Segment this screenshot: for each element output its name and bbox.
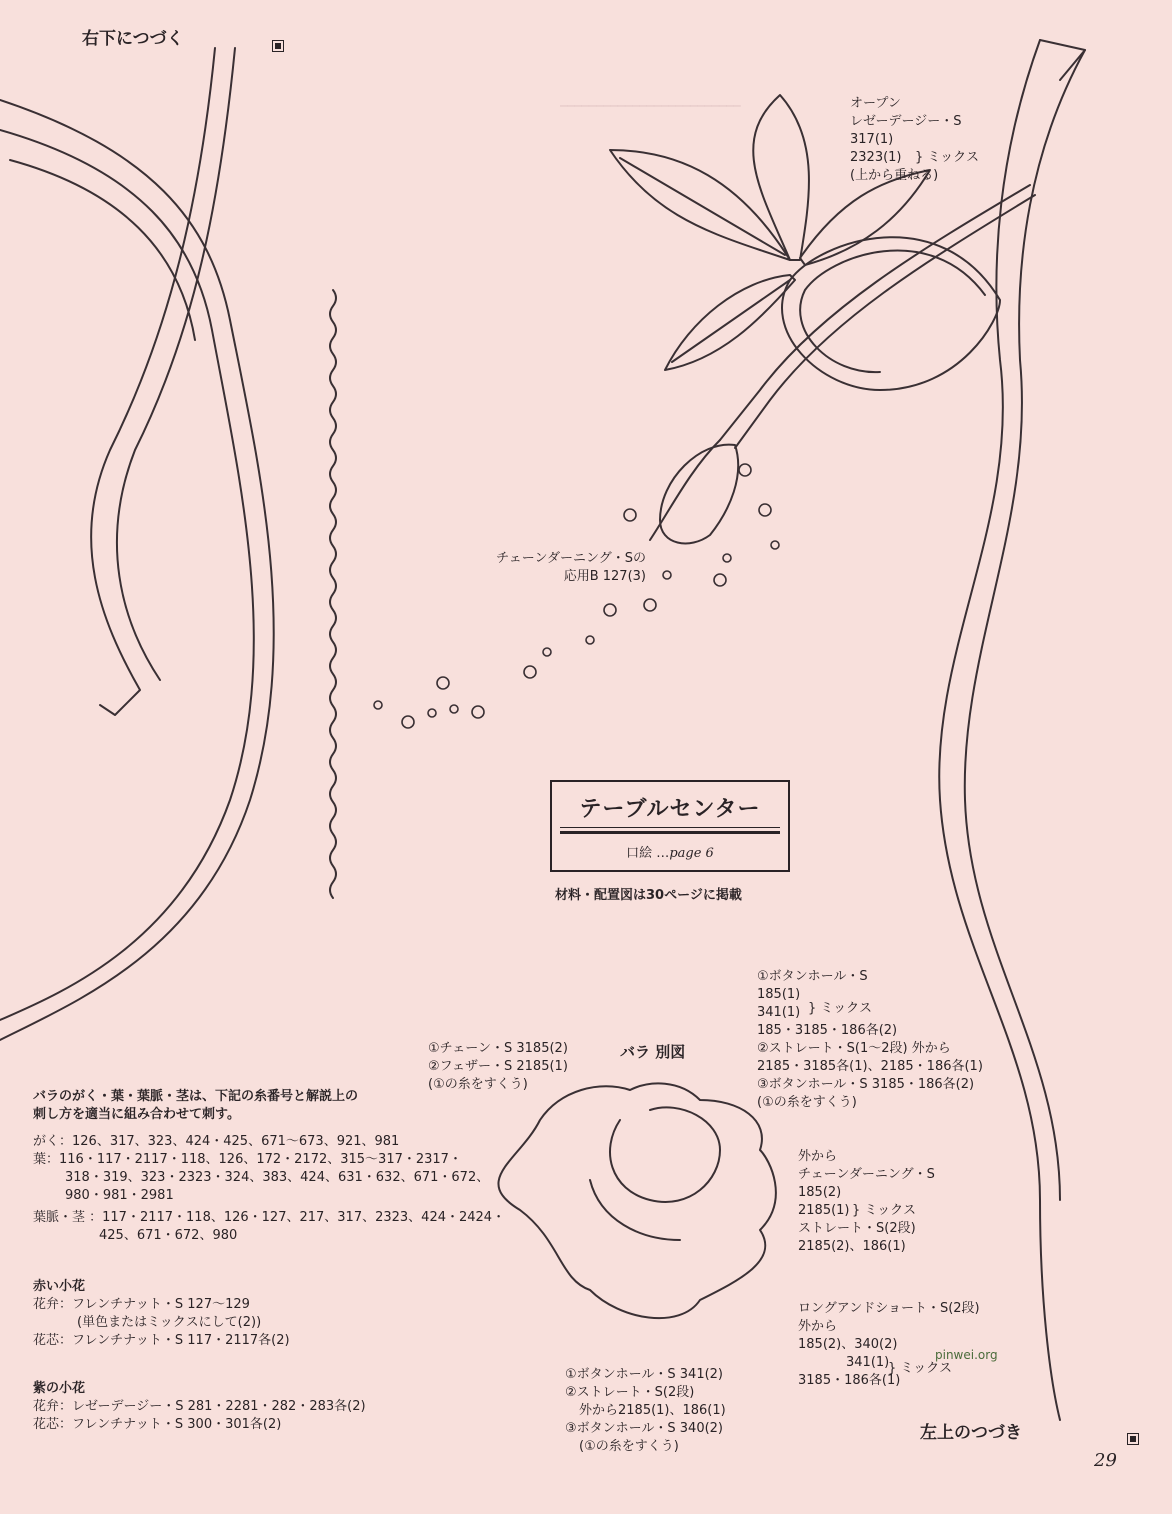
detail-rose-inner	[610, 1107, 720, 1202]
title-rule	[560, 827, 780, 834]
thread-notes-list: がく：126、317、323、424・425、671〜673、921、981 葉：116・117・2117・118、126、172・2172、315〜317・2317・ 318・319、323・2323・324、383、424、631・632、671・672、 980・981・2981 葉脈・茎 ：117・2117・118、126・127、217、317、2323、424・2424・ 425、671・672、980	[33, 1134, 506, 1243]
detail-label-right-low: ロングアンドショート・S(2段) 外から 185(2)、340(2) 341(1) 3185・186各(1)	[798, 1301, 980, 1388]
leaf-2	[753, 95, 809, 260]
continue-bottom-right-label: 右下につづく	[82, 29, 184, 49]
rose-stem-2	[735, 195, 1035, 448]
leaf-line: 葉：116・117・2117・118、126、172・2172、315〜317・2317・	[33, 1152, 462, 1167]
ribbon-loop	[782, 237, 1000, 390]
section-marker-icon	[272, 40, 284, 52]
purple-flower-notes: 紫の小花 花弁：レゼーデージー・S 281・2281・282・283各(2) 花芯：フレンチナット・S 300・301各(2)	[33, 1381, 366, 1432]
red-flower-notes: 赤い小花 花弁：フレンチナット・S 127〜129 (単色またはミックスにして(2)) 花芯：フレンチナット・S 117・2117各(2)	[33, 1279, 290, 1348]
bleed-through-text: ─────────────────────────	[560, 99, 741, 113]
detail-title: バラ 別図	[620, 1043, 686, 1061]
page-reference: 口絵 …page 6	[626, 846, 714, 861]
right-ribbon-tip	[1040, 40, 1085, 80]
title-box	[550, 780, 790, 872]
vein-line: 葉脈・茎 ：117・2117・118、126・127、217、317、2323、424・2424・	[33, 1210, 506, 1225]
mix-label: } ミックス	[808, 1001, 873, 1016]
detail-label-left-top: ①チェーン・S 3185(2) ②フェザー・S 2185(1) (①の糸をすくう)	[428, 1041, 568, 1092]
left-ribbon-sweep-3	[10, 160, 195, 340]
left-ribbon-sweep-2	[0, 130, 254, 1020]
wavy-divider	[330, 290, 336, 898]
left-ribbon-sweep	[0, 100, 274, 1040]
right-ribbon	[939, 40, 1060, 1420]
calyx-line: がく：126、317、323、424・425、671〜673、921、981	[33, 1134, 400, 1149]
mix-label: } ミックス	[915, 150, 980, 165]
rose-stem	[720, 185, 1030, 440]
continue-top-left-label: 左上のつづき	[920, 1423, 1022, 1443]
chain-darning-label: チェーンダーニング・Sの 応用B 127(3)	[496, 551, 646, 584]
rosebud-sepal	[650, 440, 720, 540]
detail-label-right-mid: 外から チェーンダーニング・S 185(2) 2185(1) ストレート・S(2段) 2185(2)、186(1)	[798, 1149, 935, 1254]
left-ribbon	[91, 48, 215, 715]
detail-rose-petal	[590, 1180, 680, 1240]
detail-label-right-top: ①ボタンホール・S 185(1) 341(1) 185・3185・186各(2) ②ストレート・S(1〜2段) 外から 2185・3185各(1)、2185・186各(1) ③ボタンホール・S 3185・186各(2) (①の糸をすくう)	[757, 969, 983, 1110]
section-marker-icon	[1127, 1433, 1139, 1445]
left-ribbon-edge	[117, 48, 235, 680]
materials-note: 材料・配置図は30ページに掲載	[555, 888, 742, 903]
ribbon-loop-inner	[800, 251, 985, 373]
thread-notes-intro: バラのがく・葉・葉脈・茎は、下記の糸番号と解説上の 刺し方を適当に組み合わせて刺す。	[33, 1089, 359, 1122]
open-lazy-daisy-label: オープン レゼーデージー・S 317(1) 2323(1) (上から重ねる)	[850, 96, 962, 183]
watermark: pinwei.org	[935, 1348, 998, 1362]
mix-label: } ミックス	[888, 1361, 953, 1376]
mix-label: } ミックス	[852, 1203, 917, 1218]
rosebud	[660, 445, 738, 544]
leaf-vein-4	[672, 280, 790, 362]
page-title: テーブルセンター	[579, 797, 761, 822]
detail-rose-outline	[498, 1083, 775, 1318]
detail-label-bottom: ①ボタンホール・S 341(2) ②ストレート・S(2段) 外から2185(1)、186(1) ③ボタンホール・S 340(2) (①の糸をすくう)	[565, 1367, 726, 1454]
page-number: 29	[1094, 1450, 1117, 1471]
